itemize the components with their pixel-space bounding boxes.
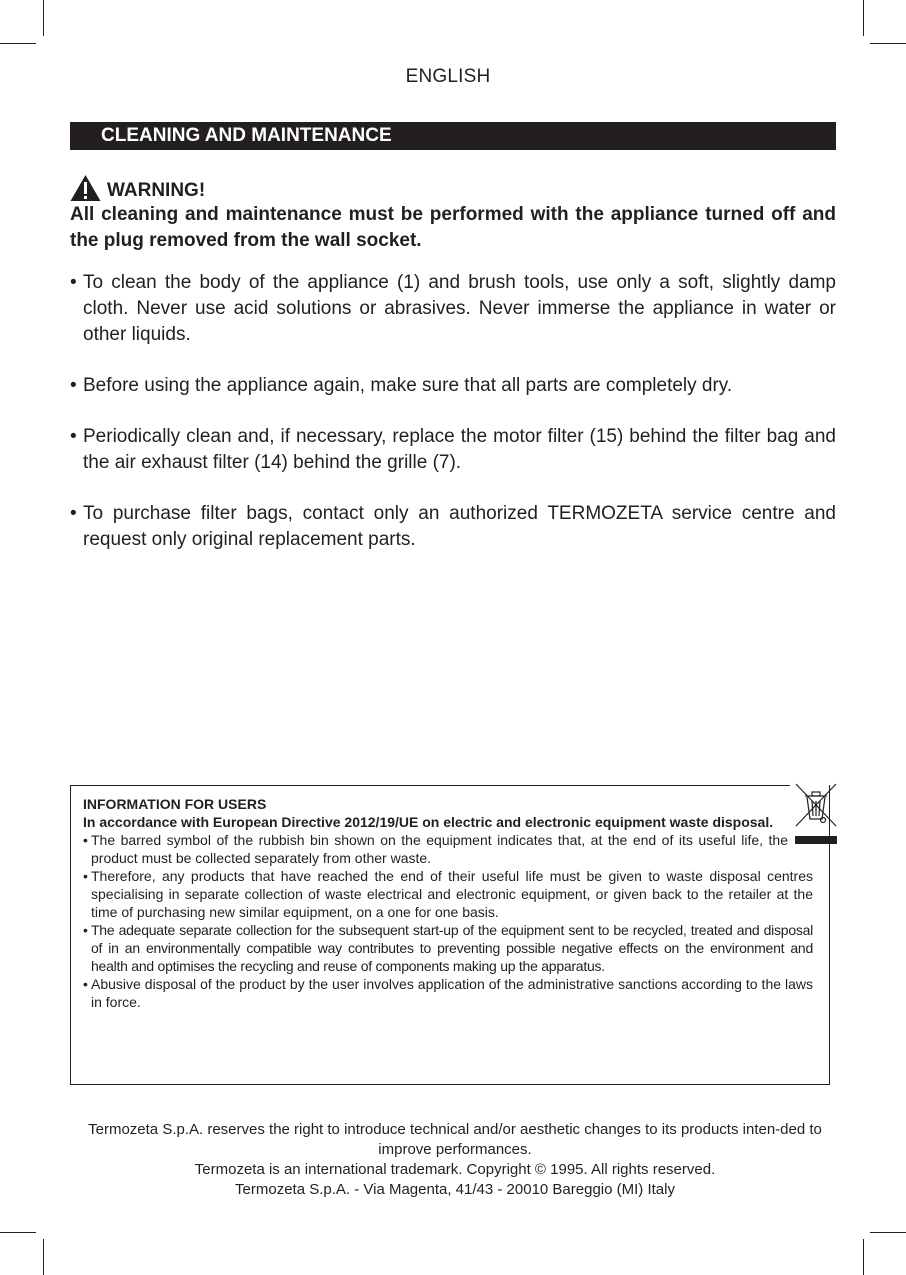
info-subtitle: In accordance with European Directive 2012/19/UE on electric and electronic equipment waste disposal.	[83, 814, 774, 830]
crop-mark	[863, 0, 864, 36]
warning-heading	[70, 171, 836, 202]
info-item	[83, 975, 813, 1011]
bullet-icon: •	[83, 976, 88, 992]
crop-mark	[0, 1232, 36, 1233]
crop-mark	[863, 1239, 864, 1275]
info-item-text: The barred symbol of the rubbish bin shown on the equipment indicates that, at the end of its useful life, the product must be collected separately from other waste.	[91, 832, 788, 866]
crop-mark	[43, 0, 44, 36]
bullet-icon: •	[83, 832, 88, 848]
info-content	[83, 795, 813, 1011]
footer-address: Termozeta S.p.A. - Via Magenta, 41/43 - 20010 Bareggio (MI) Italy	[235, 1181, 675, 1198]
list-item	[70, 424, 836, 476]
bullet-icon: •	[70, 272, 77, 293]
info-item	[83, 921, 813, 975]
crop-mark	[870, 1232, 906, 1233]
info-item	[83, 831, 788, 867]
info-item-text: Therefore, any products that have reached the end of their useful life must be given to waste disposal centres specialising in separate collection of waste electrical and electronic equipment, or given back to the retailer at the time of purchasing new similar equipment, on a one for one basis.	[91, 868, 813, 920]
footer-copyright: Termozeta is an international trademark. Copyright © 1995. All rights reserved.	[194, 1161, 716, 1178]
crop-mark	[870, 43, 906, 44]
warning-text: All cleaning and maintenance must be performed with the appliance turned off and the plug removed from the wall socket.	[70, 204, 836, 251]
list-item-text: To clean the body of the appliance (1) and brush tools, use only a soft, slightly damp cloth. Never use acid solutions or abrasives. Never immerse the appliance in water or other liquids.	[83, 272, 836, 345]
info-item-text: Abusive disposal of the product by the user involves application of the administrative sanctions according to the laws in force.	[91, 976, 813, 1010]
info-box-top-border	[70, 785, 790, 786]
bullet-icon: •	[70, 503, 77, 524]
bullet-icon: •	[70, 426, 77, 447]
list-item-text: Periodically clean and, if necessary, replace the motor filter (15) behind the filter bag and the air exhaust filter (14) behind the grille (7).	[83, 426, 836, 473]
footer	[80, 1120, 830, 1200]
info-item	[83, 867, 813, 921]
crop-mark	[43, 1239, 44, 1275]
list-item	[70, 270, 836, 348]
warning-block	[70, 171, 836, 254]
bullet-icon: •	[83, 922, 88, 938]
bullet-icon: •	[83, 868, 88, 884]
crop-mark	[0, 43, 36, 44]
footer-disclaimer: Termozeta S.p.A. reserves the right to introduce technical and/or aesthetic changes to its products inten-ded to improve performances.	[88, 1121, 822, 1158]
info-title: INFORMATION FOR USERS	[83, 796, 267, 812]
list-item	[70, 501, 836, 553]
list-item-text: To purchase filter bags, contact only an authorized TERMOZETA service centre and request only original replacement parts.	[83, 503, 836, 550]
maintenance-list	[70, 270, 836, 578]
list-item	[70, 373, 836, 399]
section-title: CLEANING AND MAINTENANCE	[70, 122, 836, 150]
info-item-text: The adequate separate collection for the subsequent start-up of the equipment sent to be recycled, treated and disposal of in an environmentally compatible way contributes to preventing possible negative effects on the environment and health and optimises the recycling and reuse of components making up the apparatus.	[91, 922, 813, 974]
language-label: ENGLISH	[405, 66, 491, 87]
list-item-text: Before using the appliance again, make sure that all parts are completely dry.	[83, 375, 733, 396]
bullet-icon: •	[70, 375, 77, 396]
warning-label: WARNING!	[107, 180, 206, 201]
warning-triangle-icon	[70, 174, 101, 202]
